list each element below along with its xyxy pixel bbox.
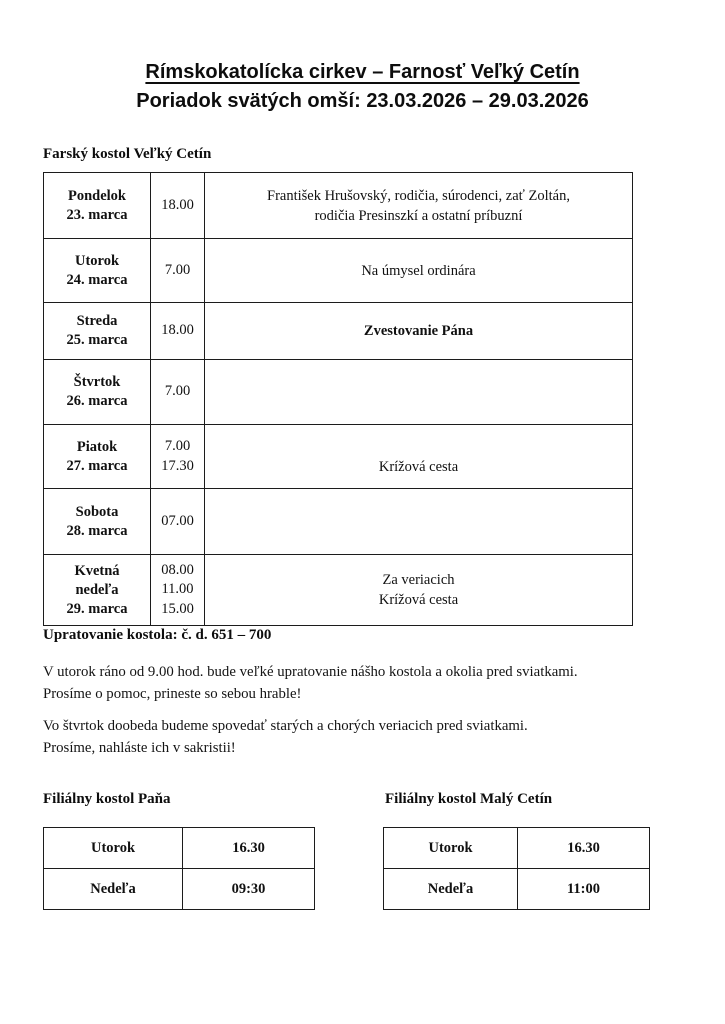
intention-text [209,186,628,226]
intention-line: Krížová cesta [378,458,459,475]
day-line: 28. marca [66,522,128,539]
day-cell [44,303,151,360]
time-line: 18.00 [161,322,194,339]
day-cell [44,360,151,425]
day-cell [44,239,151,303]
time-line: 17.30 [161,457,194,474]
intention-cell [205,239,633,303]
day-line: Sobota [75,503,119,520]
table-row [44,360,633,425]
day-line: 23. marca [66,206,128,223]
day-cell [44,173,151,239]
intention-text [209,457,628,477]
parish-church-heading: Farský kostol Veľký Cetín [43,146,212,162]
announcement-line: Vo štvrtok doobeda budeme spovedať starých a chorých veriacich pred sviatkami. [43,718,528,734]
intention-cell [205,555,633,626]
day-line: Piatok [76,438,118,455]
day-line: Kvetná [74,562,120,579]
day-line: 29. marca [66,600,128,617]
time-cell [151,425,205,489]
time-cell: 16.30 [183,828,315,869]
filial-schedule-table-pana [43,827,315,910]
intention-line: František Hrušovský, rodičia, súrodenci, zať Zoltán, [267,187,570,204]
table-row [384,828,650,869]
filial-church-pana-heading: Filiálny kostol Paňa [43,791,171,807]
filial-church-maly-cetin-heading: Filiálny kostol Malý Cetín [385,791,553,807]
intention-cell [205,303,633,360]
day-cell: Utorok [44,828,183,869]
intention-cell [205,489,633,555]
time-cell [151,173,205,239]
day-line: Štvrtok [73,374,121,390]
intention-line: Na úmysel ordinára [361,262,476,279]
time-cell: 16.30 [518,828,650,869]
table-row [44,425,633,489]
time-line: 07.00 [161,512,194,529]
time-line: 11.00 [161,581,194,598]
announcement-line: V utorok ráno od 9.00 hod. bude veľké upratovanie nášho kostola a okolia pred sviatkami. [43,664,578,680]
day-cell [44,425,151,489]
intention-line: Za veriacich [382,572,455,588]
time-line: 7.00 [164,438,191,454]
time-cell [151,239,205,303]
day-line: Streda [76,313,118,329]
time-line: 18.00 [161,196,194,213]
day-line: 25. marca [66,332,128,348]
document-subtitle: Poriadok svätých omší: 23.03.2026 – 29.03.2026 [136,90,589,112]
time-line: 7.00 [164,261,191,278]
mass-schedule-table [43,172,633,626]
day-cell [44,555,151,626]
day-cell: Nedeľa [384,869,518,910]
document-title-text: Rímskokatolícka cirkev – Farnosť Veľký Cetín [145,61,580,83]
time-cell: 09:30 [183,869,315,910]
day-cell: Utorok [384,828,518,869]
intention-text [209,261,628,281]
time-cell [151,555,205,626]
document-title [0,58,725,87]
document-header [0,58,725,116]
table-row [44,555,633,626]
time-line: 7.00 [164,383,191,400]
table-row [44,828,315,869]
time-cell [151,303,205,360]
intention-line: Krížová cesta [378,592,459,608]
announcement-line: Prosíme o pomoc, prineste so sebou hrable! [43,685,302,702]
announcement-cleaning [43,662,578,705]
intention-text [209,570,628,610]
day-cell [44,489,151,555]
day-line: 26. marca [66,393,128,409]
time-cell [151,360,205,425]
filial-schedule-table-maly-cetin [383,827,650,910]
table-row [384,869,650,910]
time-line: 15.00 [161,600,194,617]
intention-cell [205,360,633,425]
announcement-line: Prosíme, nahláste ich v sakristii! [43,739,236,756]
intention-line: rodičia Presinszkí a ostatní príbuzní [314,207,523,224]
day-line: nedeľa [75,581,119,598]
cleaning-note: Upratovanie kostola: č. d. 651 – 700 [43,627,272,643]
time-cell [151,489,205,555]
table-row [44,239,633,303]
day-line: 24. marca [66,271,128,288]
intention-cell [205,173,633,239]
day-line: 27. marca [66,457,128,474]
day-line: Utorok [74,252,120,269]
time-cell: 11:00 [518,869,650,910]
day-cell: Nedeľa [44,869,183,910]
time-line: 08.00 [161,561,194,578]
table-row [44,303,633,360]
day-line: Pondelok [67,187,126,204]
announcement-confession [43,716,528,759]
table-row [44,173,633,239]
intention-text [209,321,628,341]
intention-cell [205,425,633,489]
table-row [44,489,633,555]
intention-line: Zvestovanie Pána [363,323,474,339]
table-row [44,869,315,910]
